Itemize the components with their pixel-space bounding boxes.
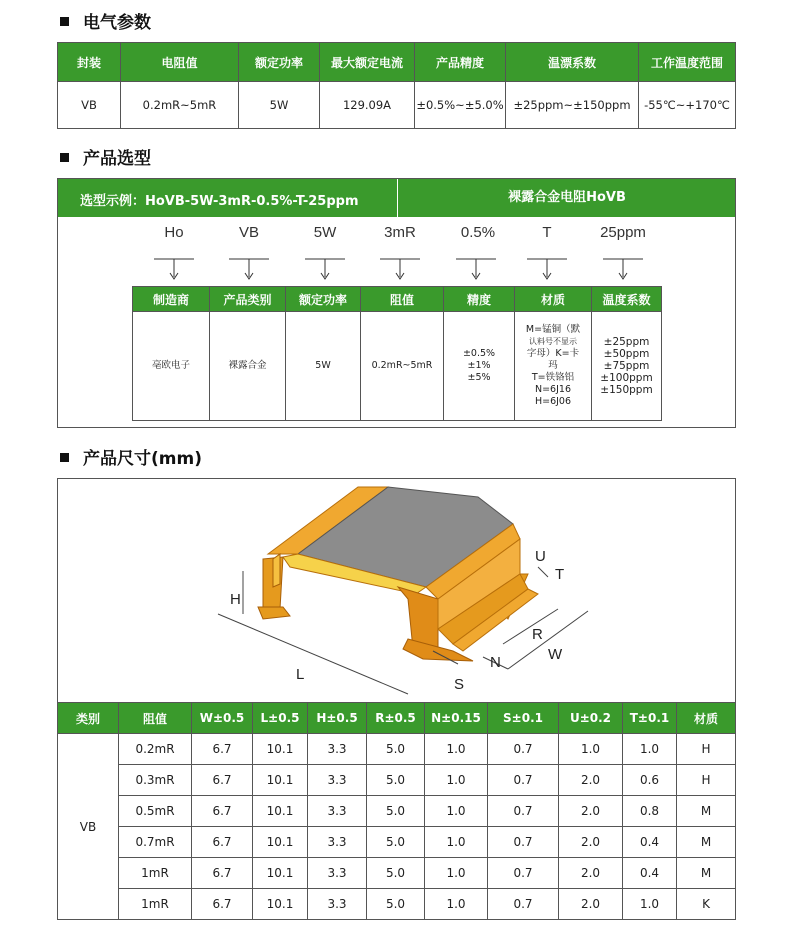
value-line: ±50ppm bbox=[603, 348, 650, 360]
selection-value-cell bbox=[515, 312, 592, 421]
dims-header: R±0.5 bbox=[367, 703, 425, 734]
params-header: 最大额定电流 bbox=[320, 43, 415, 82]
code-segment: VB bbox=[238, 224, 259, 241]
table-row bbox=[58, 765, 736, 796]
dims-cell: 1.0 bbox=[425, 889, 488, 920]
dims-cell: H bbox=[677, 765, 736, 796]
dims-header: L±0.5 bbox=[253, 703, 308, 734]
params-cell: ±0.5%~±5.0% bbox=[415, 82, 506, 129]
params-header: 额定功率 bbox=[239, 43, 320, 82]
resistor-dimension-diagram bbox=[58, 479, 735, 702]
dims-cell: 10.1 bbox=[253, 765, 308, 796]
dim-label-r: R bbox=[532, 626, 543, 643]
dims-cell: 10.1 bbox=[253, 827, 308, 858]
params-data-row bbox=[58, 82, 736, 129]
code-segment: 5W bbox=[313, 224, 337, 241]
dims-cell: 1.0 bbox=[623, 734, 677, 765]
table-row bbox=[58, 858, 736, 889]
category-cell: VB bbox=[58, 734, 119, 920]
params-header: 温漂系数 bbox=[506, 43, 639, 82]
dims-header: N±0.15 bbox=[425, 703, 488, 734]
down-arrow-icon bbox=[527, 257, 567, 281]
table-row bbox=[58, 889, 736, 920]
dims-cell: 2.0 bbox=[559, 827, 623, 858]
dims-cell: 5.0 bbox=[367, 796, 425, 827]
dims-cell: 0.7 bbox=[488, 765, 559, 796]
value-line: 玛 bbox=[548, 360, 558, 371]
dims-cell: 3.3 bbox=[308, 796, 367, 827]
dim-label-h: H bbox=[230, 591, 241, 608]
params-header: 封装 bbox=[58, 43, 121, 82]
dims-cell: 6.7 bbox=[192, 734, 253, 765]
dims-cell: 0.3mR bbox=[119, 765, 192, 796]
square-bullet-icon bbox=[60, 153, 69, 162]
dims-cell: 1.0 bbox=[623, 889, 677, 920]
params-cell: VB bbox=[58, 82, 121, 129]
dims-header-row bbox=[58, 703, 736, 734]
dimensions-table bbox=[57, 702, 736, 920]
dims-cell: 0.7 bbox=[488, 827, 559, 858]
table-row bbox=[58, 827, 736, 858]
dims-cell: 1.0 bbox=[425, 796, 488, 827]
dims-header: 阻值 bbox=[119, 703, 192, 734]
dims-cell: 0.7 bbox=[488, 734, 559, 765]
dims-cell: 0.7 bbox=[488, 796, 559, 827]
dims-cell: M bbox=[677, 796, 736, 827]
dims-cell: 6.7 bbox=[192, 858, 253, 889]
dims-cell: 6.7 bbox=[192, 796, 253, 827]
dims-cell: H bbox=[677, 734, 736, 765]
selection-table bbox=[132, 286, 662, 421]
dims-cell: 0.6 bbox=[623, 765, 677, 796]
dims-cell: 10.1 bbox=[253, 858, 308, 889]
dims-cell: 5.0 bbox=[367, 765, 425, 796]
dims-body bbox=[58, 734, 736, 920]
dims-cell: 0.7mR bbox=[119, 827, 192, 858]
dims-cell: 3.3 bbox=[308, 827, 367, 858]
value-line: 字母）K=卡 bbox=[526, 348, 580, 359]
dims-header: T±0.1 bbox=[623, 703, 677, 734]
value-line: 5W bbox=[315, 360, 331, 371]
section-title-params bbox=[60, 8, 151, 33]
value-line: 认料号不显示 bbox=[529, 337, 577, 346]
params-cell: ±25ppm~±150ppm bbox=[506, 82, 639, 129]
dims-cell: 0.5mR bbox=[119, 796, 192, 827]
dim-label-w: W bbox=[548, 646, 563, 663]
code-segment: 0.5% bbox=[460, 224, 496, 241]
selection-header bbox=[58, 179, 735, 217]
section-title-selection bbox=[60, 144, 151, 169]
down-arrow-icon bbox=[603, 257, 643, 281]
dims-cell: 0.8 bbox=[623, 796, 677, 827]
value-line: N=6J16 bbox=[534, 384, 571, 395]
dims-cell: 10.1 bbox=[253, 889, 308, 920]
resistor-body-drawing bbox=[258, 487, 538, 661]
dims-cell: 6.7 bbox=[192, 827, 253, 858]
selection-header-cell: 制造商 bbox=[133, 287, 210, 312]
params-cell: 0.2mR~5mR bbox=[121, 82, 239, 129]
dim-label-u: U bbox=[535, 548, 546, 565]
dims-cell: M bbox=[677, 827, 736, 858]
dims-cell: 1.0 bbox=[425, 827, 488, 858]
dims-cell: 5.0 bbox=[367, 858, 425, 889]
params-table bbox=[57, 42, 736, 129]
down-arrow-icon bbox=[380, 257, 420, 281]
params-header: 电阻值 bbox=[121, 43, 239, 82]
dims-header: S±0.1 bbox=[488, 703, 559, 734]
selection-header-row bbox=[133, 287, 662, 312]
dims-header: H±0.5 bbox=[308, 703, 367, 734]
dims-cell: 5.0 bbox=[367, 889, 425, 920]
selection-value-cell bbox=[444, 312, 515, 421]
selection-value-cell bbox=[592, 312, 662, 421]
dims-cell: 6.7 bbox=[192, 765, 253, 796]
selection-title-text: 产品选型 bbox=[83, 149, 151, 169]
selection-value-cell bbox=[361, 312, 444, 421]
dimensions-title-text: 产品尺寸(mm) bbox=[83, 449, 202, 469]
down-arrow-icon bbox=[229, 257, 269, 281]
dims-header: 类别 bbox=[58, 703, 119, 734]
dims-cell: 0.7 bbox=[488, 889, 559, 920]
selection-value-cell bbox=[133, 312, 210, 421]
selection-value-cell bbox=[286, 312, 361, 421]
dims-cell: 2.0 bbox=[559, 889, 623, 920]
selection-header-cell: 精度 bbox=[444, 287, 515, 312]
params-cell: 129.09A bbox=[320, 82, 415, 129]
square-bullet-icon bbox=[60, 453, 69, 462]
down-arrow-icon bbox=[305, 257, 345, 281]
dims-cell: 10.1 bbox=[253, 796, 308, 827]
dims-cell: 3.3 bbox=[308, 734, 367, 765]
dims-cell: 2.0 bbox=[559, 765, 623, 796]
down-arrow-icon bbox=[154, 257, 194, 281]
dims-cell: 1.0 bbox=[425, 734, 488, 765]
params-title-text: 电气参数 bbox=[83, 13, 151, 33]
value-line: 亳欧电子 bbox=[151, 360, 190, 371]
params-header-row bbox=[58, 43, 736, 82]
value-line: T=铁铬铝 bbox=[531, 372, 575, 383]
params-cell: 5W bbox=[239, 82, 320, 129]
dims-cell: 3.3 bbox=[308, 858, 367, 889]
selection-value-cell bbox=[210, 312, 286, 421]
dimension-diagram-frame bbox=[57, 478, 736, 702]
selection-header-cell: 温度系数 bbox=[592, 287, 662, 312]
dims-cell: 1.0 bbox=[425, 765, 488, 796]
value-line: 0.2mR~5mR bbox=[371, 360, 433, 371]
dims-cell: 2.0 bbox=[559, 858, 623, 889]
dims-cell: 6.7 bbox=[192, 889, 253, 920]
selection-value-row bbox=[133, 312, 662, 421]
selection-product-name: 裸露合金电阻HoVB bbox=[397, 179, 736, 217]
selection-header-cell: 产品类别 bbox=[210, 287, 286, 312]
value-line: ±75ppm bbox=[603, 360, 650, 372]
value-line: ±25ppm bbox=[603, 336, 650, 348]
dims-cell: 1mR bbox=[119, 858, 192, 889]
value-line: ±150ppm bbox=[600, 384, 653, 396]
code-segment: 25ppm bbox=[600, 224, 646, 241]
dims-cell: 0.4 bbox=[623, 858, 677, 889]
dims-cell: 3.3 bbox=[308, 889, 367, 920]
dims-cell: 5.0 bbox=[367, 827, 425, 858]
dim-label-l: L bbox=[296, 666, 305, 683]
section-title-dimensions bbox=[60, 444, 202, 469]
dims-cell: 1.0 bbox=[425, 858, 488, 889]
params-cell: -55℃~+170℃ bbox=[639, 82, 736, 129]
selection-header-cell: 材质 bbox=[515, 287, 592, 312]
dims-cell: 10.1 bbox=[253, 734, 308, 765]
selection-header-cell: 额定功率 bbox=[286, 287, 361, 312]
dims-cell: 0.4 bbox=[623, 827, 677, 858]
dims-header: W±0.5 bbox=[192, 703, 253, 734]
dim-label-s: S bbox=[454, 676, 465, 693]
value-line: H=6J06 bbox=[534, 396, 572, 407]
params-header: 工作温度范围 bbox=[639, 43, 736, 82]
square-bullet-icon bbox=[60, 17, 69, 26]
dims-cell: 3.3 bbox=[308, 765, 367, 796]
value-line: ±5% bbox=[467, 372, 491, 383]
value-line: ±100ppm bbox=[600, 372, 653, 384]
code-segment: T bbox=[542, 224, 552, 241]
dims-cell: 0.7 bbox=[488, 858, 559, 889]
dim-label-n: N bbox=[490, 654, 501, 671]
dims-cell: 1.0 bbox=[559, 734, 623, 765]
code-segment: Ho bbox=[164, 224, 184, 241]
dims-cell: K bbox=[677, 889, 736, 920]
dim-label-t: T bbox=[555, 566, 565, 583]
params-header: 产品精度 bbox=[415, 43, 506, 82]
dims-cell: 1mR bbox=[119, 889, 192, 920]
dims-cell: 2.0 bbox=[559, 796, 623, 827]
dims-cell: 0.2mR bbox=[119, 734, 192, 765]
value-line: 裸露合金 bbox=[228, 360, 267, 371]
down-arrow-icon bbox=[456, 257, 496, 281]
selection-header-cell: 阻值 bbox=[361, 287, 444, 312]
code-segment: 3mR bbox=[384, 224, 416, 241]
dims-header: U±0.2 bbox=[559, 703, 623, 734]
dims-cell: 5.0 bbox=[367, 734, 425, 765]
dims-header: 材质 bbox=[677, 703, 736, 734]
table-row bbox=[58, 796, 736, 827]
value-line: M=锰铜（默 bbox=[525, 324, 581, 335]
value-line: ±0.5% bbox=[462, 348, 496, 359]
selection-example: 选型示例：HoVB-5W-3mR-0.5%-T-25ppm bbox=[80, 194, 359, 209]
dims-cell: M bbox=[677, 858, 736, 889]
table-row bbox=[58, 734, 736, 765]
value-line: ±1% bbox=[467, 360, 491, 371]
